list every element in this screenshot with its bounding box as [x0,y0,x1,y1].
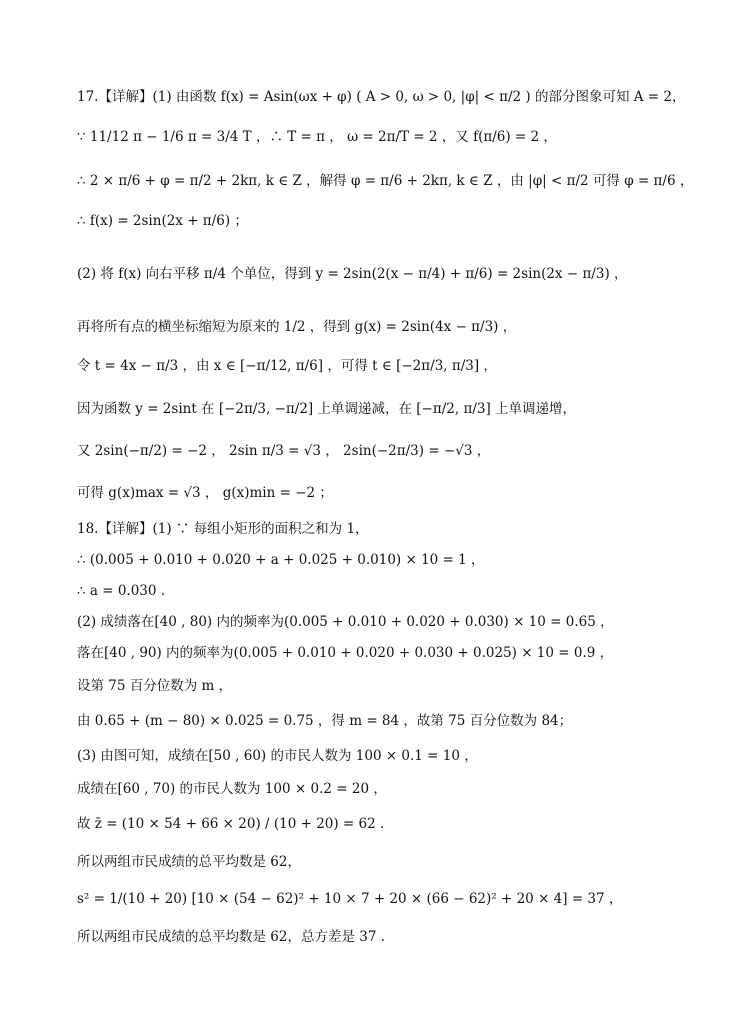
p18-line-7: 由 0.65 + (m − 80) × 0.025 = 0.75 ，得 m = 84 ，故第 75 百分位数为 84； [77,713,573,729]
p17-line-2: ∵ 11/12 π − 1/6 π = 3/4 T ，∴ T = π ， ω = 2π/T = 2 ，又 f(π/6) = 2 ， [77,129,557,145]
p18-line-8: (3) 由图可知，成绩在[50 , 60) 的市民人数为 100 × 0.1 = 10 ， [77,748,478,764]
p17-line-6: 再将所有点的横坐标缩短为原来的 1/2 ，得到 g(x) = 2sin(4x − π/3) ， [77,319,517,335]
p17-line-9: 又 2sin(−π/2) = −2 ， 2sin π/3 = √3 ， 2sin(−2π/3) = −√3 ， [77,443,491,459]
p18-line-2: ∴ (0.005 + 0.010 + 0.020 + a + 0.025 + 0.010) × 10 = 1 ， [77,552,485,568]
p17-line-10: 可得 g(x)max = √3 ， g(x)min = −2 ； [77,485,333,501]
p18-line-1: 18.【详解】(1) ∵ 每组小矩形的面积之和为 1， [77,521,369,537]
p18-line-6: 设第 75 百分位数为 m ， [77,678,233,694]
p17-line-1: 17.【详解】(1) 由函数 f(x) = Asin(ωx + φ) ( A > 0, ω > 0, |φ| < π/2 ) 的部分图象可知 A = 2， [77,89,686,105]
p17-line-3: ∴ 2 × π/6 + φ = π/2 + 2kπ, k ∈ Z ，解得 φ = π/6 + 2kπ, k ∈ Z ，由 |φ| < π/2 可得 φ = π/6 ， [77,173,694,189]
p18-line-11: 所以两组市民成绩的总平均数是 62， [77,854,301,870]
p18-line-12: s² = 1/(10 + 20) [10 × (54 − 62)² + 10 × 7 + 20 × (66 − 62)² + 20 × 4] = 37 ， [77,891,623,907]
p17-line-4: ∴ f(x) = 2sin(2x + π/6) ； [77,213,248,229]
p17-line-5: (2) 将 f(x) 向右平移 π/4 个单位，得到 y = 2sin(2(x − π/4) + π/6) = 2sin(2x − π/3) ， [77,266,628,282]
p17-line-8: 因为函数 y = 2sint 在 [−2π/3, −π/2] 上单调递减，在 [−π/2, π/3] 上单调递增， [77,401,577,417]
p18-line-9: 成绩在[60 , 70) 的市民人数为 100 × 0.2 = 20 ， [77,781,387,797]
p18-line-13: 所以两组市民成绩的总平均数是 62，总方差是 37 . [77,929,386,945]
p18-line-10: 故 z̄ = (10 × 54 + 66 × 20) / (10 + 20) = 62 . [77,816,385,832]
p17-line-7: 令 t = 4x − π/3 ，由 x ∈ [−π/12, π/6] ，可得 t ∈ [−2π/3, π/3] ， [77,358,497,374]
p18-line-4: (2) 成绩落在[40 , 80) 内的频率为(0.005 + 0.010 + 0.020 + 0.030) × 10 = 0.65 ， [77,614,614,630]
p18-line-3: ∴ a = 0.030 . [77,583,166,599]
p18-line-5: 落在[40 , 90) 内的频率为(0.005 + 0.010 + 0.020 + 0.030 + 0.025) × 10 = 0.9 ， [77,645,614,661]
